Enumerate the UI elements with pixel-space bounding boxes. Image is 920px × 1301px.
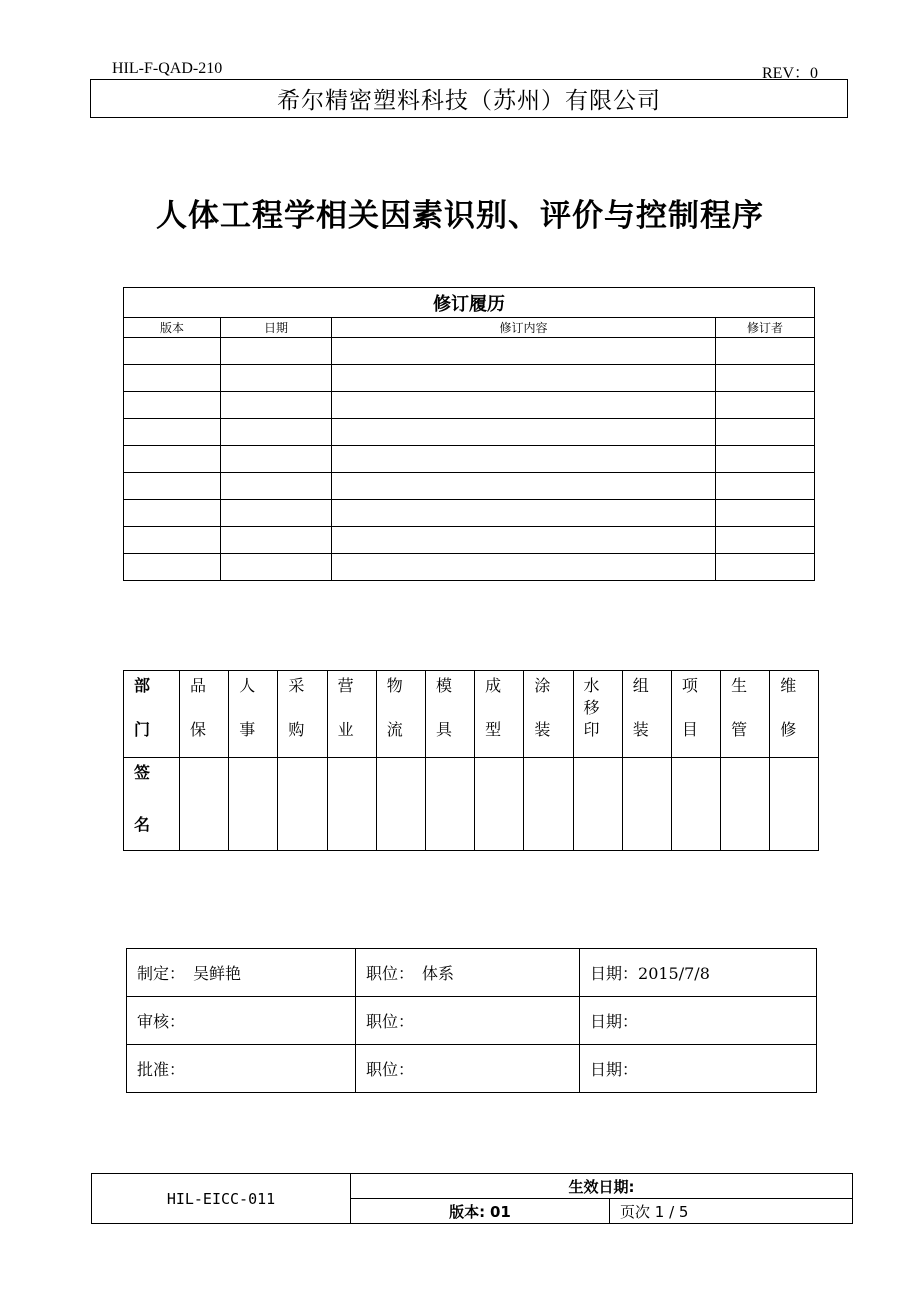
revision-row [124,473,815,500]
dept-label-cell [124,671,180,758]
version-value: 01 [489,1202,511,1221]
revision-cell [716,365,815,392]
signature-cell [180,758,229,851]
approval-label: 批准： [137,1060,186,1079]
footer-table [91,1173,853,1224]
col-header-date: 日期 [221,318,332,338]
department-name-char: 水 [583,676,600,695]
revision-row [124,392,815,419]
signature-cell [770,758,819,851]
department-name-char: 人 [239,676,256,695]
approval-cell [356,1045,580,1093]
approval-cell [127,997,356,1045]
department-name-char: 物 [386,676,403,695]
department-cell [622,671,671,758]
revision-cell [332,419,716,446]
revision-cell [221,446,332,473]
approval-cell [127,949,356,997]
department-name-char: 营 [337,676,354,695]
revision-cell [716,527,815,554]
approval-row [127,997,817,1045]
sign-label-cell [124,758,180,851]
revision-cell [124,554,221,581]
revision-cell [332,554,716,581]
department-cell [770,671,819,758]
company-name: 希尔精密塑料科技（苏州）有限公司 [90,79,848,118]
revision-cell [124,419,221,446]
dept-label-char: 部 [134,676,151,695]
department-name-char: 移 [583,698,600,717]
revision-cell [332,500,716,527]
revision-label: REV：0 [762,65,819,82]
revision-cell [332,392,716,419]
revision-cell [124,392,221,419]
page-cell [610,1199,853,1224]
signature-cell [278,758,327,851]
revision-row [124,500,815,527]
department-name-char: 生 [731,676,748,695]
department-cell [229,671,278,758]
department-name-char: 项 [681,676,698,695]
department-name-char: 型 [485,720,502,739]
revision-cell [124,446,221,473]
department-name-char: 装 [534,720,551,739]
revision-cell [332,446,716,473]
department-cell [425,671,474,758]
department-cell [524,671,573,758]
department-cell [278,671,327,758]
department-sign-table [123,670,819,851]
approval-label: 职位： [366,964,415,983]
approval-cell [580,997,817,1045]
approval-row [127,1045,817,1093]
revision-row [124,527,815,554]
department-name-char: 装 [632,720,649,739]
revision-cell [124,527,221,554]
revision-cell [332,527,716,554]
revision-row [124,419,815,446]
revision-cell [716,473,815,500]
sign-label-char: 名 [134,815,151,834]
department-cell [327,671,376,758]
revision-cell [124,365,221,392]
revision-row [124,446,815,473]
department-cell [376,671,425,758]
department-name-char: 购 [288,720,305,739]
department-name-char: 组 [632,676,649,695]
revision-cell [124,500,221,527]
approval-cell [127,1045,356,1093]
approval-label: 职位： [366,1012,415,1031]
signature-cell [524,758,573,851]
signature-cell [622,758,671,851]
revision-cell [221,473,332,500]
department-name-char: 保 [190,720,207,739]
department-cell [475,671,524,758]
signature-cell [425,758,474,851]
department-name-char: 管 [731,720,748,739]
page-label: 页次 [620,1202,651,1221]
revision-cell [332,338,716,365]
signature-cell [573,758,622,851]
revision-cell [221,392,332,419]
revision-row [124,365,815,392]
col-header-version: 版本 [124,318,221,338]
revision-cell [221,527,332,554]
version-cell [351,1199,610,1224]
revision-cell [221,554,332,581]
col-header-reviser: 修订者 [716,318,815,338]
approval-label: 日期： [590,1012,639,1031]
approval-value: 2015/7/8 [638,964,710,983]
revision-cell [716,500,815,527]
signature-cell [721,758,770,851]
approval-cell [356,949,580,997]
department-name-char: 目 [681,720,698,739]
revision-cell [716,419,815,446]
department-cell [721,671,770,758]
department-cell [180,671,229,758]
approval-value: 体系 [422,964,455,983]
revision-cell [221,365,332,392]
approval-label: 审核： [137,1012,186,1031]
signature-cell [671,758,720,851]
revision-history-table [123,287,815,581]
department-name-char: 品 [190,676,207,695]
page-value: 1 / 5 [654,1202,689,1221]
department-name-char: 涂 [534,676,551,695]
signature-cell [376,758,425,851]
revision-history-caption: 修订履历 [124,288,815,318]
revision-cell [124,473,221,500]
approval-label: 职位： [366,1060,415,1079]
approval-cell [580,949,817,997]
department-name-char: 修 [780,720,797,739]
department-cell [573,671,622,758]
revision-cell [124,338,221,365]
revision-cell [716,446,815,473]
approval-table [126,948,817,1093]
revision-cell [221,419,332,446]
approval-label: 日期： [590,964,639,983]
sign-label-char: 签 [134,763,151,782]
revision-cell [716,392,815,419]
footer-code: HIL-EICC-011 [92,1174,351,1224]
department-name-char: 印 [583,720,600,739]
department-name-char: 事 [239,720,256,739]
department-name-char: 模 [435,676,452,695]
department-name-char: 业 [337,720,354,739]
revision-cell [221,500,332,527]
dept-label-char: 门 [134,720,151,739]
department-name-char: 维 [780,676,797,695]
department-cell [671,671,720,758]
revision-cell [716,338,815,365]
revision-cell [332,473,716,500]
signature-cell [475,758,524,851]
approval-cell [356,997,580,1045]
version-label: 版本: [449,1202,486,1221]
revision-cell [221,338,332,365]
approval-label: 制定： [137,964,186,983]
col-header-content: 修订内容 [332,318,716,338]
signature-cell [229,758,278,851]
approval-cell [580,1045,817,1093]
effective-date-label: 生效日期: [351,1174,853,1199]
approval-row [127,949,817,997]
revision-cell [716,554,815,581]
signature-cell [327,758,376,851]
approval-value: 吴鲜艳 [193,964,242,983]
department-name-char: 采 [288,676,305,695]
approval-label: 日期： [590,1060,639,1079]
revision-row [124,554,815,581]
revision-row [124,338,815,365]
department-name-char: 具 [435,720,452,739]
document-number: HIL-F-QAD-210 [112,60,223,77]
department-name-char: 流 [386,720,403,739]
document-title: 人体工程学相关因素识别、评价与控制程序 [156,198,764,234]
revision-cell [332,365,716,392]
department-name-char: 成 [485,676,502,695]
